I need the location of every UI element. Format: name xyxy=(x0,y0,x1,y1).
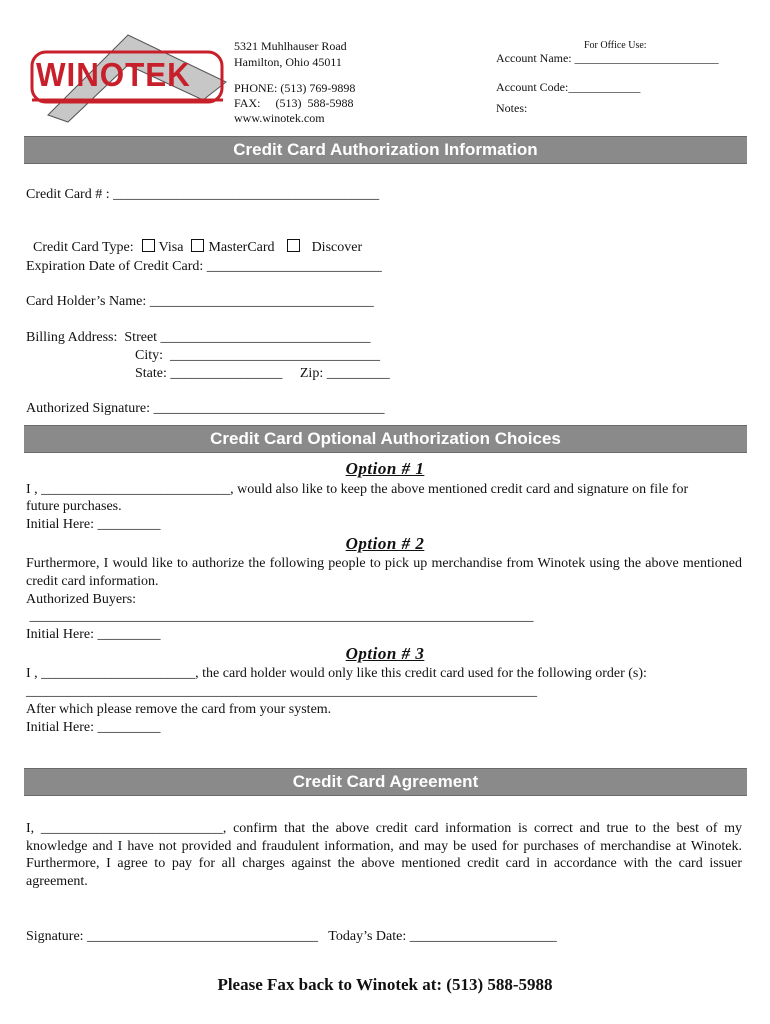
option-2-buyers-blank[interactable]: ________________________________________________________________________ xyxy=(26,609,534,624)
agreement-signature-date[interactable]: Signature: _________________________________ Today’s Date: _____________________ xyxy=(26,929,557,944)
address-web: www.winotek.com xyxy=(234,111,325,125)
winotek-logo xyxy=(28,30,228,130)
logo-text: WINOTEK xyxy=(36,56,191,93)
option-1-line-2: future purchases. xyxy=(26,499,122,514)
option-3-after: After which please remove the card from your system. xyxy=(26,702,332,717)
section-auth-info-header: Credit Card Authorization Information xyxy=(24,136,747,164)
billing-state-zip-field[interactable]: State: ________________ Zip: _________ xyxy=(135,366,390,381)
agreement-text[interactable]: I, __________________________, confirm that the above credit card information is correct and true to the best of my knowledge and I have not provided and fraudulent information, and may be used for purchases of merchandise at Winotek. Furthermore, I agree to pay for all charges against the above mentioned credit card in accordance with the card issuer agreement. xyxy=(26,821,742,889)
address-fax: FAX: (513) 588-5988 xyxy=(234,96,354,110)
discover-label: Discover xyxy=(311,240,363,255)
card-type-label: Credit Card Type: xyxy=(33,240,134,255)
section-agreement-header: Credit Card Agreement xyxy=(24,768,747,796)
mastercard-label: MasterCard xyxy=(208,240,275,255)
option-2-title: Option # 2 xyxy=(345,534,425,553)
address-phone: PHONE: (513) 769-9898 xyxy=(234,81,356,95)
card-number-field[interactable]: Credit Card # : ______________________________________ xyxy=(26,187,380,202)
address-street: 5321 Muhlhauser Road xyxy=(234,39,347,53)
office-account-code: Account Code:____________ xyxy=(496,80,641,94)
authorized-signature-field[interactable]: Authorized Signature: _________________________________ xyxy=(26,401,385,416)
office-use-heading: For Office Use: xyxy=(584,40,647,51)
billing-city-field[interactable]: City: ______________________________ xyxy=(135,348,381,363)
card-holder-field[interactable]: Card Holder’s Name: ________________________________ xyxy=(26,294,374,309)
address-city: Hamilton, Ohio 45011 xyxy=(234,55,342,69)
mastercard-checkbox[interactable] xyxy=(191,239,204,252)
option-2-text: Furthermore, I would like to authorize the following people to pick up merchandise from Winotek using the above mentioned credit card information. xyxy=(26,556,742,589)
option-1-line[interactable]: I , ___________________________, would also like to keep the above mentioned credit card and signature on file for xyxy=(26,482,689,497)
option-3-order-blank[interactable]: _________________________________________________________________________ xyxy=(26,684,537,699)
discover-checkbox[interactable] xyxy=(287,239,300,252)
fax-footer: Please Fax back to Winotek at: (513) 588-5988 xyxy=(217,975,553,994)
option-2-buyers-label: Authorized Buyers: xyxy=(26,592,137,607)
visa-checkbox[interactable] xyxy=(142,239,155,252)
option-2-initial[interactable]: Initial Here: _________ xyxy=(26,627,161,642)
option-1-initial[interactable]: Initial Here: _________ xyxy=(26,517,161,532)
expiration-field[interactable]: Expiration Date of Credit Card: _________________________ xyxy=(26,259,382,274)
section-optional-header: Credit Card Optional Authorization Choices xyxy=(24,425,747,453)
billing-street-field[interactable]: Billing Address: Street ______________________________ xyxy=(26,330,371,345)
office-notes: Notes: xyxy=(496,101,528,115)
office-account-name: Account Name: ________________________ xyxy=(496,51,719,65)
visa-label: Visa xyxy=(158,240,184,255)
option-1-title: Option # 1 xyxy=(345,459,425,478)
card-type-row xyxy=(26,222,362,256)
option-3-title: Option # 3 xyxy=(345,644,425,663)
option-3-line[interactable]: I , ______________________, the card holder would only like this credit card used for the following order (s): xyxy=(26,666,647,681)
option-3-initial[interactable]: Initial Here: _________ xyxy=(26,720,161,735)
